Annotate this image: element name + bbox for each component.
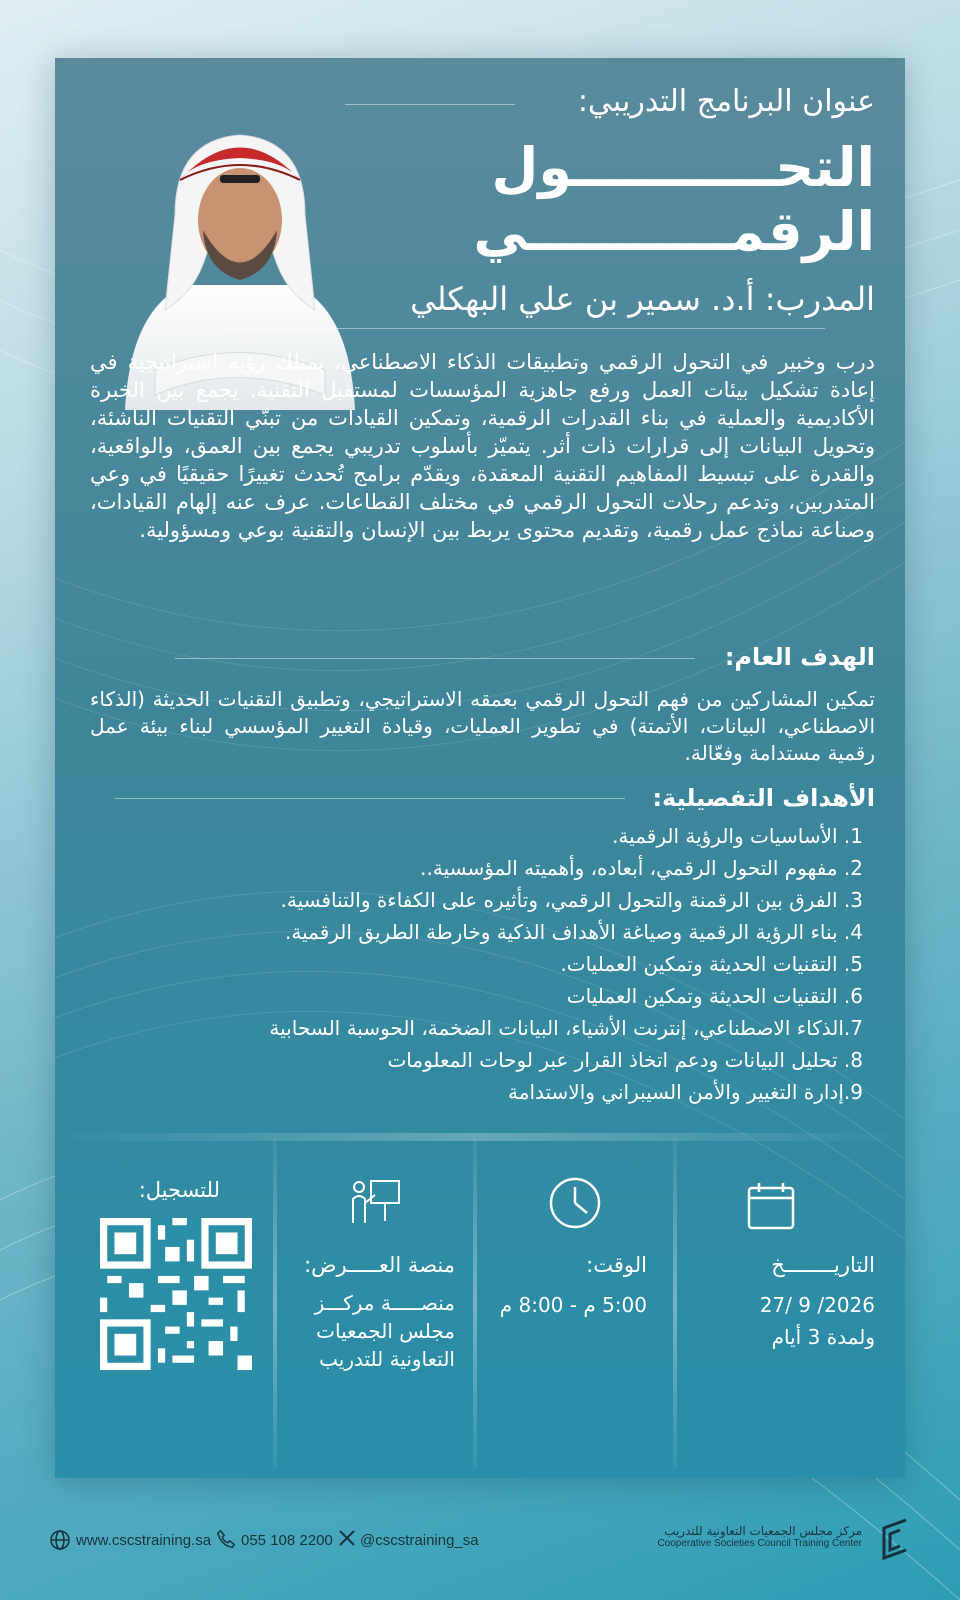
goal-item-1: 1. الأساسيات والرؤية الرقمية. (612, 824, 863, 848)
trainer-name: المدرب: أ.د. سمير بن علي البهكلي (410, 280, 875, 318)
platform-line3: التعاونية للتدريب (319, 1347, 455, 1371)
time-label: الوقت: (586, 1253, 647, 1277)
footer-bar (0, 1510, 960, 1570)
org-logo (876, 1516, 912, 1562)
platform-line1: منصـــــة مركـــز (314, 1291, 455, 1315)
goal-item-7: 7.الذكاء الاصطناعي، إنترنت الأشياء، البيانات الضخمة، الحوسبة السحابية (269, 1016, 863, 1040)
info-separator (273, 1138, 277, 1468)
info-separator (473, 1138, 477, 1468)
goal-item-6: 6. التقنيات الحديثة وتمكين العمليات (566, 984, 863, 1008)
info-separator (673, 1138, 677, 1468)
org-name-en: Cooperative Societies Council Training Center (657, 1538, 862, 1549)
globe-icon (48, 1528, 72, 1552)
phone-number[interactable]: 055 108 2200 (241, 1532, 333, 1549)
goal-item-9: 9.إدارة التغيير والأمن السيبراني والاستدامة (508, 1080, 863, 1104)
general-goal-title: الهدف العام: (724, 643, 875, 671)
detailed-goals-list (163, 820, 863, 1108)
goal-item-4: 4. بناء الرؤية الرقمية وصياغة الأهداف الذكية وخارطة الطريق الرقمية. (285, 920, 863, 944)
goal-item-8: 8. تحليل البيانات ودعم اتخاذ القرار عبر لوحات المعلومات (387, 1048, 863, 1072)
calendar-icon (743, 1178, 799, 1234)
header-rule (345, 104, 515, 105)
goal-item-3: 3. الفرق بين الرقمنة والتحول الرقمي، وتأثيره على الكفاءة والتنافسية. (280, 888, 863, 912)
register-label: للتسجيل: (138, 1178, 220, 1202)
duration-value: ولمدة 3 أيام (771, 1325, 875, 1349)
info-divider (55, 1133, 905, 1141)
program-label: عنوان البرنامج التدريبي: (577, 84, 875, 119)
flyer-card (55, 58, 905, 1478)
date-label: التاريــــــــخ (771, 1253, 875, 1277)
program-title-line2: الرقمـــــــــــي (473, 200, 875, 263)
time-value: 5:00 م - 8:00 م (499, 1293, 647, 1317)
phone-icon (215, 1528, 237, 1550)
date-value: 2026/ 9 /27 (759, 1293, 875, 1317)
twitter-handle[interactable]: @cscstraining_sa (360, 1532, 479, 1549)
goal-item-5: 5. التقنيات الحديثة وتمكين العمليات. (560, 952, 863, 976)
x-twitter-icon (338, 1529, 356, 1547)
general-goal-rule (175, 658, 695, 659)
platform-line2: مجلس الجمعيات (316, 1319, 455, 1343)
clock-icon (545, 1173, 605, 1233)
website-link[interactable]: www.cscstraining.sa (76, 1532, 212, 1549)
goal-item-2: 2. مفهوم التحول الرقمي، أبعاده، وأهميته المؤسسية.. (420, 856, 863, 880)
org-name-block (642, 1524, 862, 1549)
org-name-ar: مركز مجلس الجمعيات التعاونية للتدريب (664, 1524, 862, 1538)
program-title-line1: التحـــــــــــول (491, 136, 875, 199)
trainer-bio: درب وخبير في التحول الرقمي وتطبيقات الذكاء الاصطناعي، يمتلك رؤية استراتيجية في إعادة تشكيل بيئات العمل ورفع جاهزية المؤسسات لمستقبل التقنية. يجمع بين الخبرة الأكاديمية والعملية في بناء القدرات الرقمية، وتمكين القيادات من تبنّي التقنيات الناشئة، وتحويل البيانات إلى قرارات ذات أثر. يتميّز بأسلوب تدريبي يجمع بين العمق، والواقعية، والقدرة على تبسيط المفاهيم التقنية المعقدة، ويقدّم برامج تُحدث تغييرًا حقيقيًا في وعي المتدربين، وتدعم رحلات التحول الرقمي في مختلف القطاعات. عرف عنه إلهام القيادات، وصناعة نماذج عمل رقمية، وتقديم محتوى يربط بين الإنسان والتقنية بوعي ومسؤولية. (90, 350, 875, 542)
general-goal-text: تمكين المشاركين من فهم التحول الرقمي بعمقه الاستراتيجي، وتطبيق التقنيات الحديثة (الذكاء الاصطناعي، البيانات، الأتمتة) في تطوير العمليات، وقيادة التغيير المؤسسي لبناء بيئة عمل رقمية مستدامة وفعّالة. (90, 687, 875, 765)
detailed-goals-title: الأهداف التفصيلية: (652, 784, 875, 812)
detailed-goals-rule (115, 798, 625, 799)
trainer-rule (225, 328, 825, 329)
platform-label: منصة العـــــرض: (304, 1253, 455, 1277)
qr-code[interactable] (100, 1218, 252, 1370)
presenter-icon (345, 1173, 405, 1233)
